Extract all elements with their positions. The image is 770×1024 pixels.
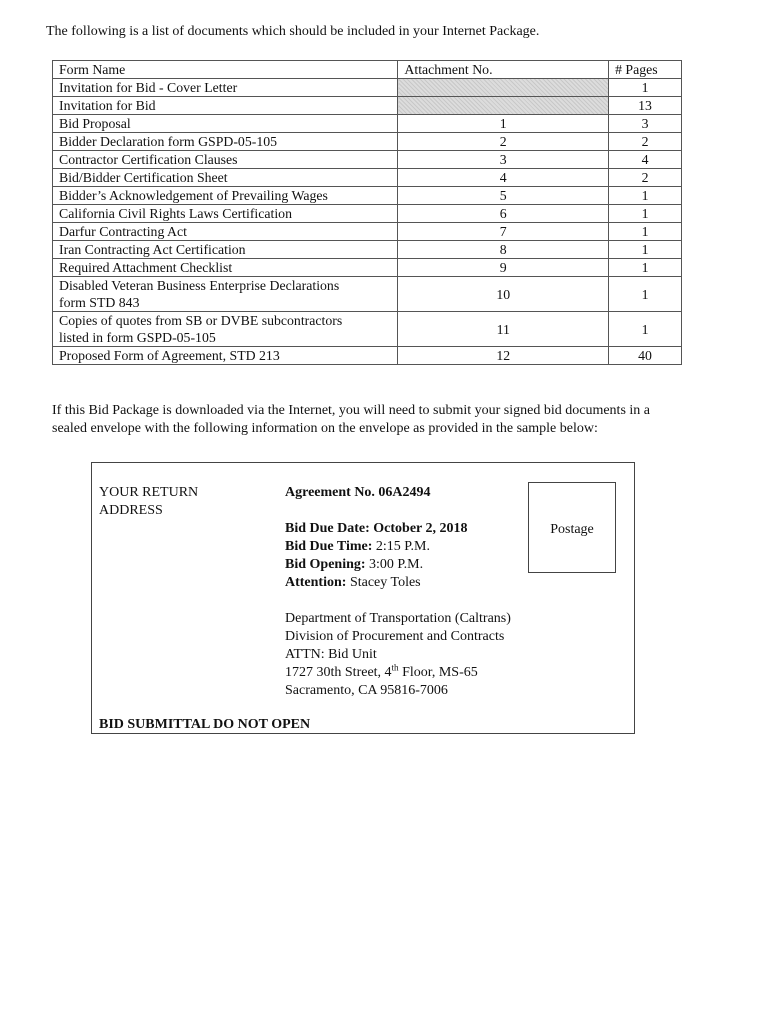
table-row <box>53 205 682 223</box>
envelope-sample <box>91 462 635 734</box>
bid-due-time: Bid Due Time: 2:15 P.M. <box>285 539 430 554</box>
attachment-no-cell: 11 <box>398 312 609 347</box>
pages-cell: 4 <box>609 151 682 169</box>
attachment-no-cell: 7 <box>398 223 609 241</box>
attachment-no-cell: 4 <box>398 169 609 187</box>
postage-box: Postage <box>528 482 616 573</box>
documents-table <box>52 60 682 365</box>
address-line: ATTN: Bid Unit <box>285 647 377 662</box>
attachment-no-cell <box>398 79 609 97</box>
form-name-cell: Invitation for Bid <box>53 97 398 115</box>
pages-cell: 13 <box>609 97 682 115</box>
table-row <box>53 169 682 187</box>
form-name-cell: Bid/Bidder Certification Sheet <box>53 169 398 187</box>
pages-cell: 1 <box>609 187 682 205</box>
pages-cell: 1 <box>609 259 682 277</box>
form-name-cell: Iran Contracting Act Certification <box>53 241 398 259</box>
header-form-name: Form Name <box>53 61 398 79</box>
pages-cell: 1 <box>609 277 682 312</box>
table-row <box>53 241 682 259</box>
attachment-no-cell: 2 <box>398 133 609 151</box>
header-attachment-no: Attachment No. <box>398 61 609 79</box>
bid-due-date: Bid Due Date: October 2, 2018 <box>285 521 468 536</box>
attachment-no-cell: 5 <box>398 187 609 205</box>
address-line: Sacramento, CA 95816-7006 <box>285 683 448 698</box>
table-row <box>53 79 682 97</box>
address-line: Division of Procurement and Contracts <box>285 629 505 644</box>
table-row <box>53 133 682 151</box>
pages-cell: 1 <box>609 312 682 347</box>
pages-cell: 1 <box>609 79 682 97</box>
intro-text: The following is a list of documents which should be included in your Internet Package. <box>46 24 540 39</box>
bid-info-block <box>285 484 545 700</box>
attention: Attention: Stacey Toles <box>285 575 421 590</box>
form-name-cell: Bid Proposal <box>53 115 398 133</box>
attachment-no-cell: 9 <box>398 259 609 277</box>
agreement-number: Agreement No. 06A2494 <box>285 485 431 500</box>
address-line: Department of Transportation (Caltrans) <box>285 611 511 626</box>
pages-cell: 1 <box>609 223 682 241</box>
pages-cell: 3 <box>609 115 682 133</box>
table-row <box>53 259 682 277</box>
pages-cell: 40 <box>609 347 682 365</box>
form-name-cell: Required Attachment Checklist <box>53 259 398 277</box>
bid-opening: Bid Opening: 3:00 P.M. <box>285 557 424 572</box>
table-row <box>53 115 682 133</box>
attachment-no-cell <box>398 97 609 115</box>
return-address: YOUR RETURN ADDRESS <box>99 485 199 518</box>
attachment-no-cell: 6 <box>398 205 609 223</box>
attachment-no-cell: 8 <box>398 241 609 259</box>
form-name-cell: Invitation for Bid - Cover Letter <box>53 79 398 97</box>
table-row <box>53 151 682 169</box>
table-row <box>53 223 682 241</box>
form-name-cell: Proposed Form of Agreement, STD 213 <box>53 347 398 365</box>
form-name-cell: Contractor Certification Clauses <box>53 151 398 169</box>
pages-cell: 2 <box>609 133 682 151</box>
form-name-cell: Disabled Veteran Business Enterprise Declarations form STD 843 <box>53 277 398 312</box>
form-name-cell: California Civil Rights Laws Certification <box>53 205 398 223</box>
pages-cell: 1 <box>609 241 682 259</box>
form-name-cell: Copies of quotes from SB or DVBE subcontractors listed in form GSPD-05-105 <box>53 312 398 347</box>
table-row <box>53 187 682 205</box>
attachment-no-cell: 12 <box>398 347 609 365</box>
form-name-cell: Darfur Contracting Act <box>53 223 398 241</box>
pages-cell: 2 <box>609 169 682 187</box>
header-pages: # Pages <box>609 61 682 79</box>
attachment-no-cell: 10 <box>398 277 609 312</box>
instructions-paragraph: If this Bid Package is downloaded via the Internet, you will need to submit your signed bid documents in a sealed envelope with the following information on the envelope as provided in the sample below: <box>52 403 651 436</box>
address-line: 1727 30th Street, 4th Floor, MS-65 <box>285 662 478 680</box>
form-name-cell: Bidder Declaration form GSPD-05-105 <box>53 133 398 151</box>
table-header-row <box>53 61 682 79</box>
table-row <box>53 97 682 115</box>
table-row <box>53 347 682 365</box>
table-row <box>53 277 682 312</box>
attachment-no-cell: 3 <box>398 151 609 169</box>
documents-table-body <box>53 79 682 365</box>
form-name-cell: Bidder’s Acknowledgement of Prevailing Wages <box>53 187 398 205</box>
attachment-no-cell: 1 <box>398 115 609 133</box>
table-row <box>53 312 682 347</box>
bid-submittal-notice: BID SUBMITTAL DO NOT OPEN <box>99 717 311 732</box>
pages-cell: 1 <box>609 205 682 223</box>
